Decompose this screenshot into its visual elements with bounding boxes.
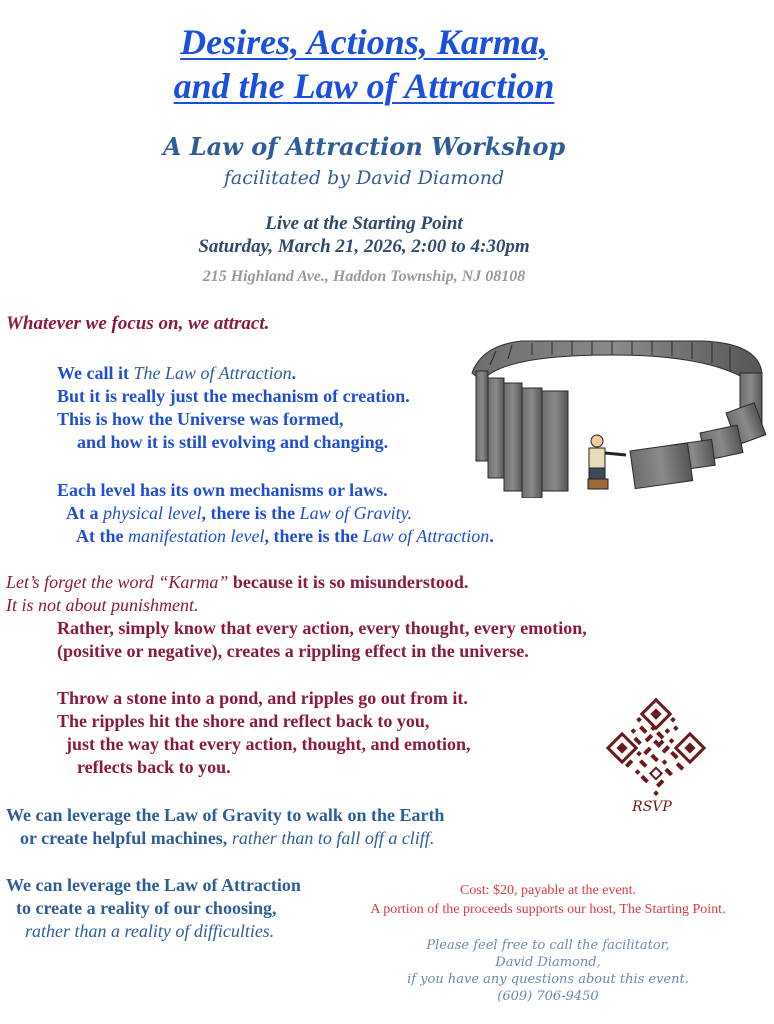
karma-line: [6, 571, 468, 594]
body-line: [20, 827, 434, 850]
body-line: We can leverage the Law of Attraction: [6, 875, 301, 895]
date-time-line: Saturday, March 21, 2026, 2:00 to 4:30pm: [198, 236, 530, 257]
text: or create helpful machines,: [20, 828, 232, 848]
body-line: We can leverage the Law of Gravity to walk on the Earth: [6, 805, 445, 825]
cost-line: Cost: $20, payable at the event.: [459, 883, 637, 898]
text: because it is so misunderstood.: [228, 572, 469, 592]
rsvp-qr-code[interactable]: [604, 696, 708, 800]
text-italic: manifestation level: [128, 526, 265, 546]
rsvp-label: RSVP: [632, 799, 672, 815]
contact-line: Please feel free to call the facilitator,: [426, 938, 670, 953]
contact-name: David Diamond,: [495, 955, 601, 970]
body-line: [76, 525, 494, 548]
text: At a: [66, 503, 103, 523]
body-line: But it is really just the mechanism of creation.: [57, 386, 410, 406]
qr-modules: [608, 700, 704, 796]
proceeds-line: A portion of the proceeds supports our host, The Starting Point.: [370, 902, 726, 917]
body-line: just the way that every action, thought, and emotion,: [66, 734, 471, 754]
body-line: [66, 502, 412, 525]
body-line: reflects back to you.: [77, 757, 231, 777]
text-italic: The Law of Attraction: [133, 363, 292, 383]
domino-ring: [472, 341, 766, 498]
venue-line: Live at the Starting Point: [265, 213, 463, 234]
lead-statement: Whatever we focus on, we attract.: [6, 313, 270, 334]
workshop-subtitle: A Law of Attraction Workshop: [162, 132, 566, 161]
text: , there is the: [201, 503, 300, 523]
text: We call it: [57, 363, 134, 383]
text: , there is the: [264, 526, 363, 546]
text: .: [489, 526, 494, 546]
body-line: to create a reality of our choosing,: [16, 898, 277, 918]
contact-line: if you have any questions about this event.: [407, 972, 689, 987]
title-line-1[interactable]: Desires, Actions, Karma,: [180, 22, 548, 62]
body-line: Each level has its own mechanisms or laws.: [57, 480, 388, 500]
body-line: The ripples hit the shore and reflect back to you,: [57, 711, 430, 731]
text: .: [291, 363, 297, 383]
facilitator-line: facilitated by David Diamond: [223, 167, 505, 189]
body-line: Throw a stone into a pond, and ripples go out from it.: [57, 688, 468, 708]
text-italic: Let’s forget the word “Karma”: [6, 572, 229, 592]
text: At the: [76, 526, 128, 546]
body-line: Rather, simply know that every action, every thought, every emotion,: [57, 618, 587, 638]
body-line: rather than a reality of difficulties.: [25, 921, 275, 941]
domino-illustration: [462, 333, 768, 498]
title-line-2[interactable]: and the Law of Attraction: [173, 66, 555, 106]
body-line: This is how the Universe was formed,: [57, 409, 344, 429]
body-line: It is not about punishment.: [6, 595, 199, 615]
text-italic: physical level: [103, 503, 202, 523]
contact-phone[interactable]: (609) 706-9450: [497, 989, 599, 1004]
body-line: and how it is still evolving and changing.: [77, 432, 389, 452]
address-line: 215 Highland Ave., Haddon Township, NJ 08108: [202, 268, 526, 285]
body-line: (positive or negative), creates a rippling effect in the universe.: [57, 641, 529, 661]
text-italic: Law of Attraction: [362, 526, 490, 546]
text-italic: Law of Gravity.: [299, 503, 413, 523]
seated-man: [588, 435, 626, 489]
text-italic: rather than to fall off a cliff.: [231, 828, 435, 848]
body-line: [57, 362, 296, 385]
